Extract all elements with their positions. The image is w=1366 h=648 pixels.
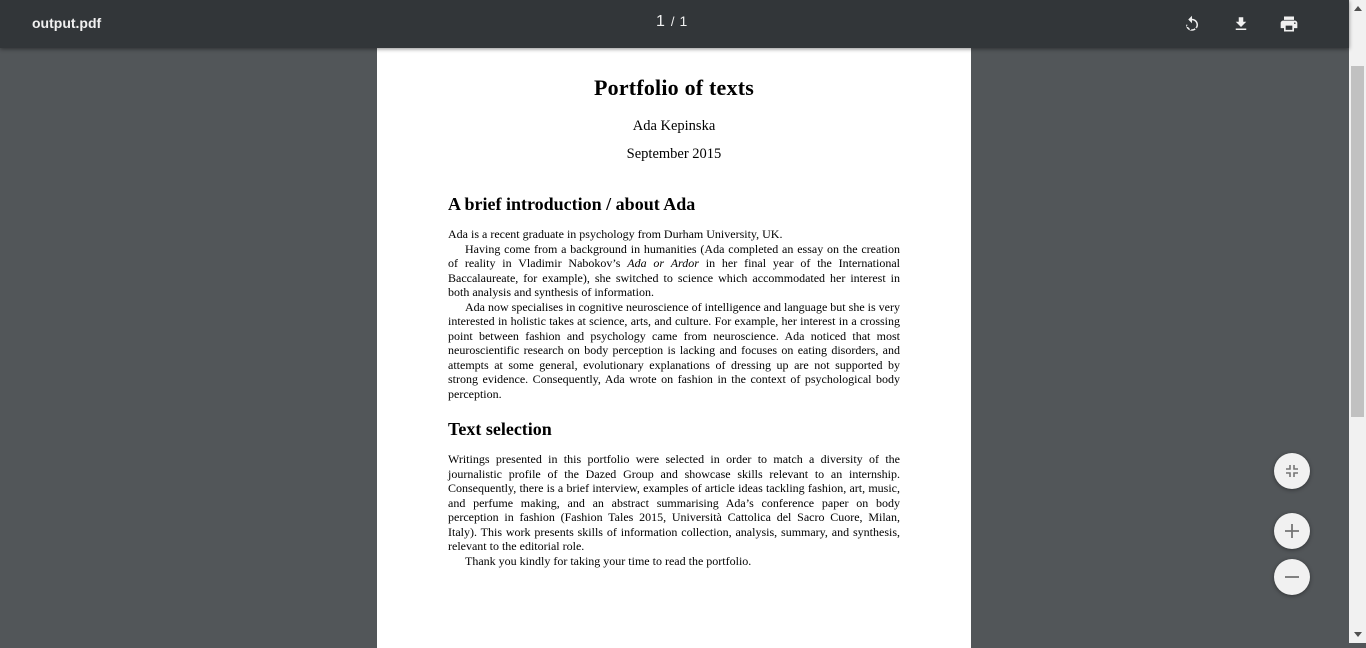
section-heading-text-selection: Text selection bbox=[448, 419, 552, 439]
arrow-down-icon bbox=[1354, 632, 1362, 637]
rotate-icon bbox=[1183, 15, 1201, 33]
fit-to-page-button[interactable] bbox=[1274, 453, 1310, 489]
paragraph-text: in her final year of the International Baccalaureate, for example), she switched to science which accommodated her interest in both analysis and synthesis of information. bbox=[448, 256, 900, 299]
rotate-button[interactable] bbox=[1180, 12, 1204, 36]
download-icon bbox=[1232, 15, 1250, 33]
zoom-out-button[interactable] bbox=[1274, 559, 1310, 595]
vertical-scrollbar[interactable] bbox=[1349, 0, 1366, 643]
paragraph: Ada now specialises in cognitive neuroscience of intelligence and language but she is very interested in holistic takes at science, arts, and culture. For example, her interest in a crossing point between fashion and psychology came from neuroscience. Ada noticed that most neuroscientific research on body perception is lacking and focuses on eating disorders, and attempts at some general, evolutionary explanations of dressing up are not supported by strong evidence. Consequently, Ada wrote on fashion in the context of psychological body perception. bbox=[448, 299, 900, 401]
paragraph bbox=[448, 242, 900, 300]
fit-to-page-icon bbox=[1284, 463, 1300, 479]
doc-title: Portfolio of texts bbox=[594, 75, 754, 100]
zoom-out-icon bbox=[1285, 570, 1299, 584]
section-body-text-selection bbox=[448, 452, 900, 568]
pdf-toolbar bbox=[0, 0, 1349, 48]
paragraph: Writings presented in this portfolio were selected in order to match a diversity of the journalistic profile of the Dazed Group and showcase skills relevant to an internship. Consequently, there is a brief interview, examples of article ideas tackling fashion, art, music, and perfume making, and an abstract summarising Ada’s conference paper on body perception in fashion (Fashion Tales 2015, Università Cattolica del Sacro Cuore, Milan, Italy). This work presents skills of information collection, analysis, summary, and synthesis, relevant to the editorial role. bbox=[448, 452, 900, 553]
section-body-introduction bbox=[448, 227, 900, 401]
paragraph-text: Having come from a background in humanities (Ada completed an essay on the creation of reality in Vladimir Nabokov’s bbox=[448, 241, 900, 270]
paragraph: Ada is a recent graduate in psychology from Durham University, UK. bbox=[448, 227, 783, 241]
total-pages: 1 bbox=[679, 13, 688, 29]
book-title: Ada or Ardor bbox=[627, 256, 699, 270]
doc-date: September 2015 bbox=[626, 146, 722, 162]
paragraph: Thank you kindly for taking your time to read the portfolio. bbox=[465, 553, 752, 568]
download-button[interactable] bbox=[1229, 12, 1253, 36]
zoom-in-button[interactable] bbox=[1274, 513, 1310, 549]
scroll-down-arrow[interactable] bbox=[1349, 626, 1366, 643]
print-button[interactable] bbox=[1277, 12, 1301, 36]
scrollbar-thumb[interactable] bbox=[1351, 66, 1364, 417]
current-page-input[interactable]: 1 bbox=[656, 13, 665, 30]
document-title: output.pdf bbox=[32, 15, 102, 31]
page-separator: / bbox=[670, 14, 675, 29]
zoom-in-icon bbox=[1285, 524, 1299, 538]
pdf-page bbox=[377, 48, 971, 648]
section-heading-introduction: A brief introduction / about Ada bbox=[448, 194, 696, 214]
print-icon bbox=[1279, 14, 1299, 34]
scroll-up-arrow[interactable] bbox=[1349, 0, 1366, 17]
doc-author: Ada Kepinska bbox=[632, 118, 716, 134]
page-indicator bbox=[656, 13, 687, 31]
arrow-up-icon bbox=[1354, 6, 1362, 11]
